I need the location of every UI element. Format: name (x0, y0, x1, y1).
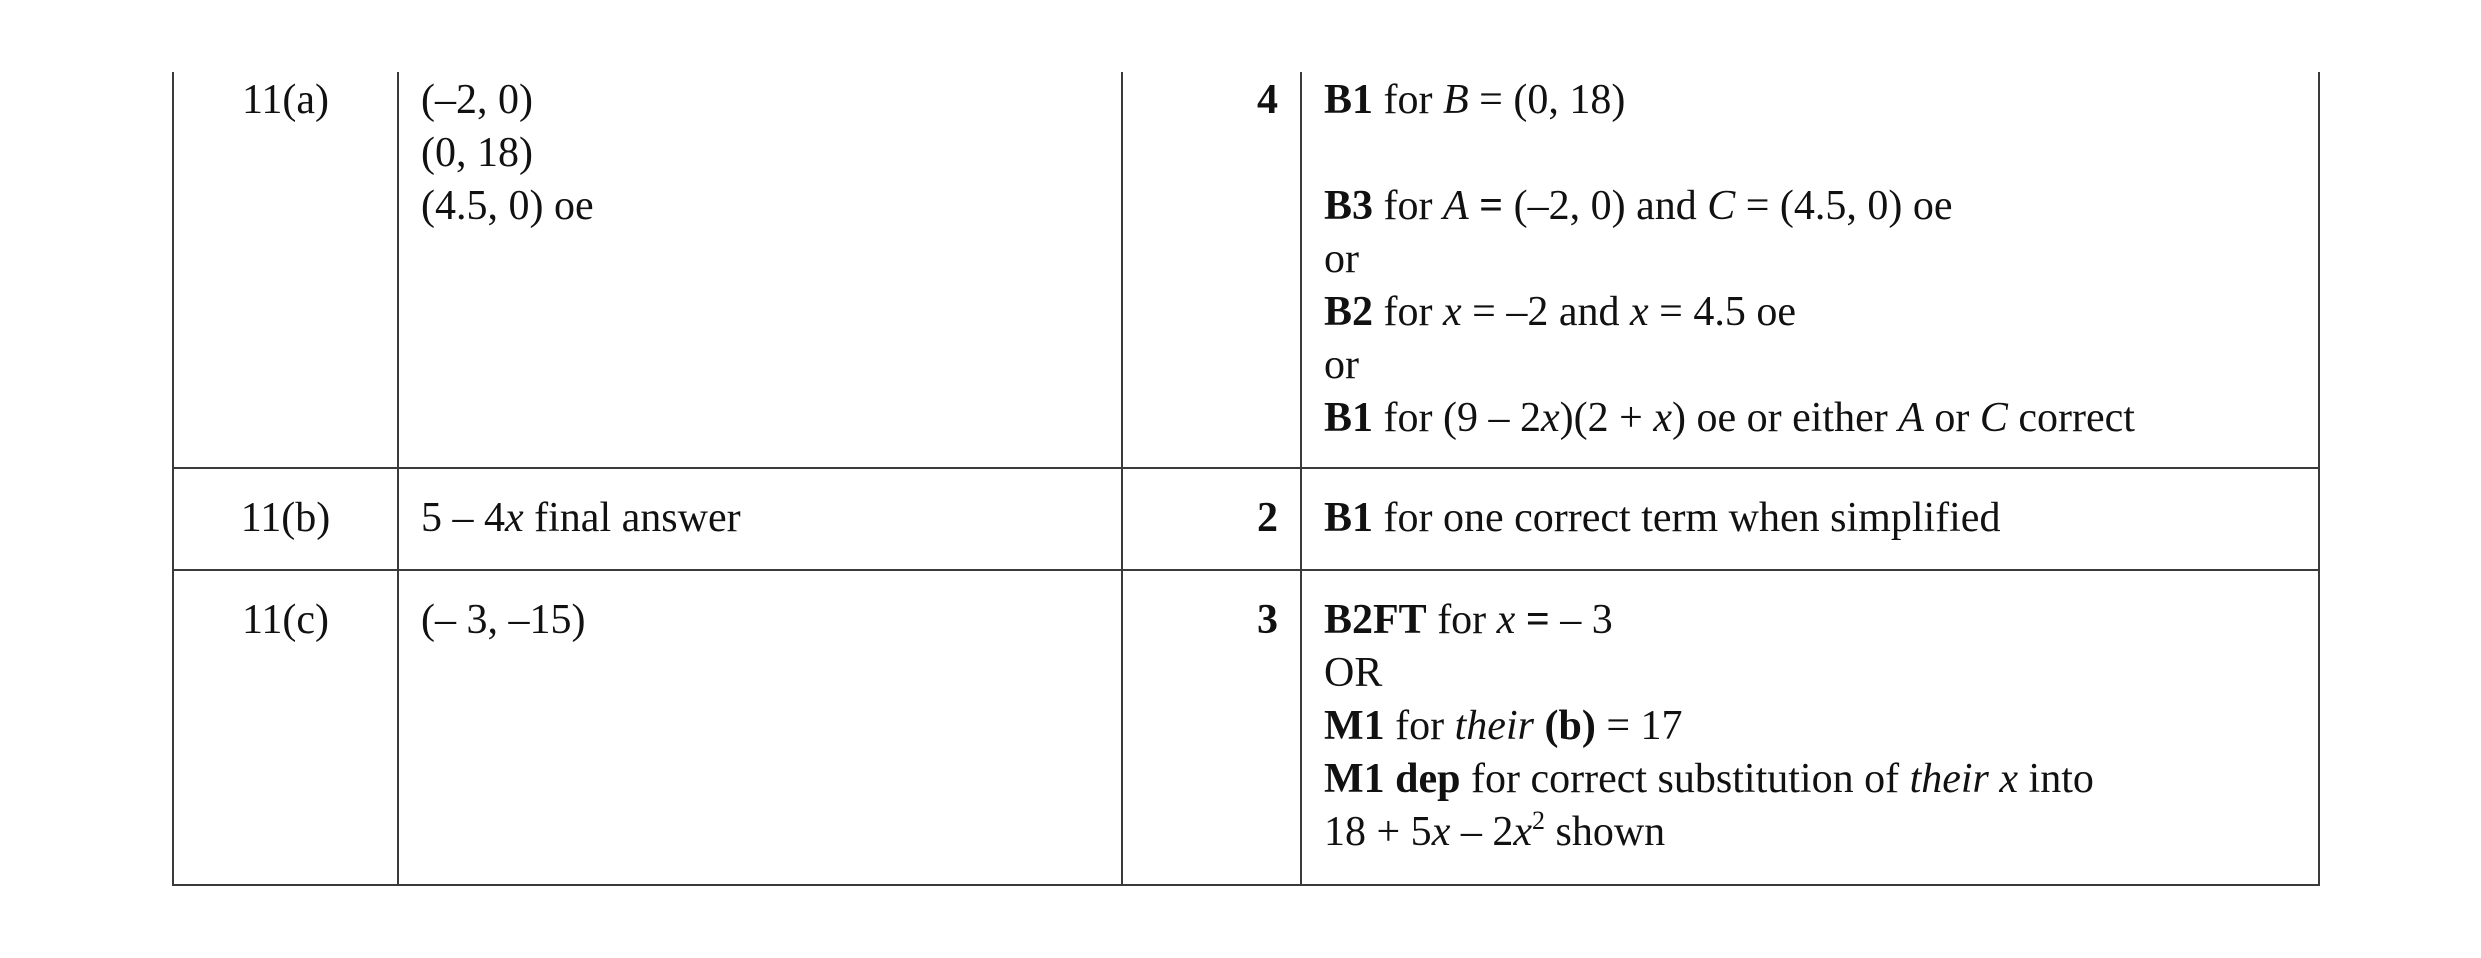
mark-code: B1 (1324, 77, 1374, 123)
mark-scheme-table (172, 72, 2320, 886)
guidance-line: $18 + 5x - 2x^2$ shown (1324, 806, 1666, 855)
or-separator: OR (1324, 650, 1383, 696)
guidance-line: M1 for their (b) = 17 (1324, 703, 1683, 749)
table-row (173, 570, 2319, 885)
superscript: 2 (1532, 806, 1545, 835)
question-number-cell (173, 468, 398, 570)
or-separator: or (1324, 236, 1359, 282)
guidance-line: M1 dep for correct substitution of their x into (1324, 756, 2094, 802)
mark-code: B2FT (1324, 597, 1427, 643)
marks-value: 2 (1257, 495, 1278, 541)
question-number-cell (173, 570, 398, 885)
answer-line: (–2, 0) (421, 77, 533, 123)
mark-code: B3 (1324, 183, 1374, 229)
guidance-cell (1301, 570, 2319, 885)
marks-cell (1122, 570, 1301, 885)
answer-line: (0, 18) (421, 130, 533, 176)
answer-cell (398, 570, 1122, 885)
question-number: 11(c) (241, 597, 330, 643)
mark-code: B2 (1324, 289, 1374, 335)
answer-cell (398, 72, 1122, 468)
marks-cell (1122, 72, 1301, 468)
answer-line: (– 3, –15) (421, 597, 586, 643)
question-number-cell (173, 72, 398, 468)
guidance-line: B1 for B = (0, 18) (1324, 77, 1626, 123)
answer-cell (398, 468, 1122, 570)
guidance-line: B1 for (9 – 2x)(2 + x) oe or either A or C correct (1324, 395, 2135, 441)
table-row (173, 468, 2319, 570)
table-row (173, 72, 2319, 468)
answer-line: 5 – 4x final answer (421, 495, 741, 541)
guidance-cell (1301, 72, 2319, 468)
guidance-cell (1301, 468, 2319, 570)
guidance-line: B2FT for x = – 3 (1324, 597, 1613, 643)
mark-code: B1 (1324, 495, 1374, 541)
marks-value: 4 (1257, 77, 1278, 123)
guidance-line: B2 for x = –2 and x = 4.5 oe (1324, 289, 1796, 335)
guidance-line: B1 for one correct term when simplified (1324, 495, 2001, 541)
marks-cell (1122, 468, 1301, 570)
guidance-line: B3 for A = (–2, 0) and C = (4.5, 0) oe (1324, 183, 1953, 229)
marks-value: 3 (1257, 597, 1278, 643)
question-number: 11(b) (240, 495, 331, 541)
or-separator: or (1324, 342, 1359, 388)
answer-line: (4.5, 0) oe (421, 183, 594, 229)
mark-code: B1 (1324, 395, 1374, 441)
question-number: 11(a) (241, 77, 330, 123)
mark-code: M1 dep (1324, 756, 1461, 802)
line-gap (1324, 127, 2318, 180)
mark-code: M1 (1324, 703, 1385, 749)
